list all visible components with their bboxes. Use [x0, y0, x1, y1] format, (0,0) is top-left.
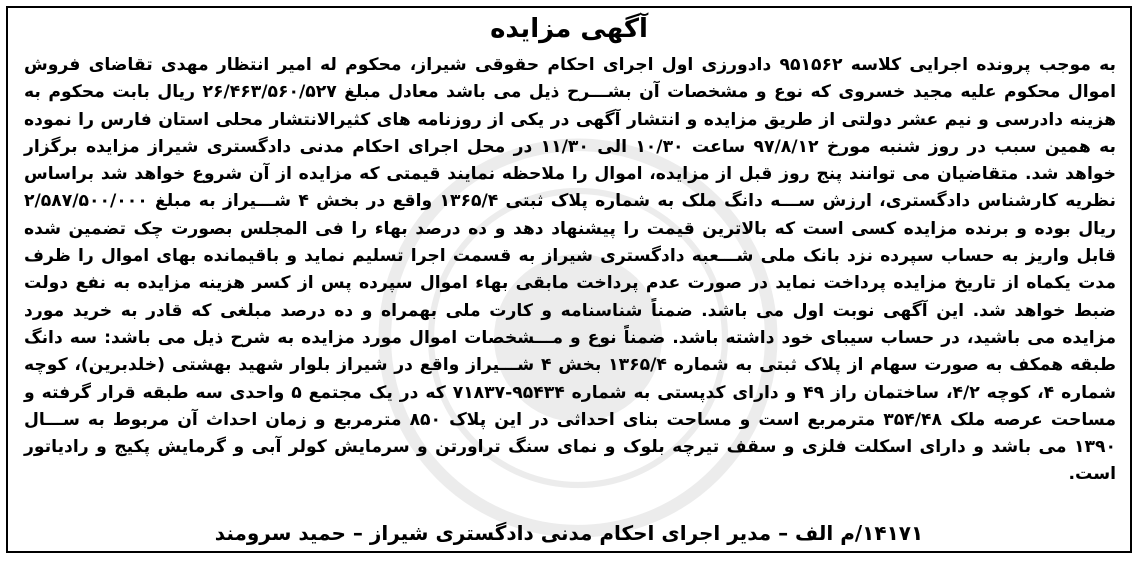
notice-footer: ۱۴۱۷۱/م الف – مدیر اجرای احکام مدنی دادگستری شیراز – حمید سرومند [214, 521, 924, 545]
notice-body: به موجب پرونده اجرایی کلاسه ۹۵۱۵۶۲ دادورزی اول اجرای احکام حقوقی شیراز، محکوم له امیر انتظار مهدی تقاضای فروش اموال محکوم علیه مجید خسروی که نوع و مشخصات آن بشـــرح ذیل می باشد معادل مبلغ ۲۶/۴۶۳/۵۶۰/۵۲۷ ریال بابت محکوم به هزینه دادرسی و نیم عشر دولتی از طریق مزایده و انتشار آگهی در یکی از روزنامه های کثیرالانتشار محلی استان فارس را نموده به همین سبب در روز شنبه مورخ ۹۷/۸/۱۲ ساعت ۱۰/۳۰ الی ۱۱/۳۰ در محل اجرای احکام مدنی دادگستری شیراز مزایده برگزار خواهد شد. متقاضیان می توانند پنج روز قبل از مزایده، اموال را ملاحظه نمایند قیمتی که مزایده از آن شروع خواهد شد براساس نظریه کارشناس دادگستری، ارزش ســـه دانگ ملک به شماره پلاک ثبتی ۱۳۶۵/۴ واقع در بخش ۴ شـــیراز به مبلغ ۲/۵۸۷/۵۰۰/۰۰۰ ریال بوده و برنده مزایده کسی است که بالاترین قیمت را پیشنهاد دهد و ده درصد بهاء را فی المجلس بصورت چک تضمین شده قابل واریز به حساب سپرده نزد بانک ملی شـــعبه دادگستری شیراز به قسمت اجرا تسلیم نماید و باقیمانده بهای اموال را ظرف مدت یکماه از تاریخ مزایده پرداخت نماید در صورت عدم پرداخت مابقی بهاء اموال سپرده پس از کسر هزینه مزایده به نفع دولت ضبط خواهد شد. این آگهی نوبت اول می باشد. ضمناً شناسنامه و کارت ملی بهمراه و ده درصد مبلغی که قادر به خرید مورد مزایده می باشید، در حساب سیبای خود داشته باشد. ضمناً نوع و مـــشخصات اموال مورد مزایده به شرح ذیل می باشد: سه دانگ طبقه همکف به صورت سهام از پلاک ثبتی به شماره ۱۳۶۵/۴ بخش ۴ شـــیراز واقع در شیراز بلوار شهید بهشتی (خلدبرین)، کوچه شماره ۴، کوچه ۴/۲، ساختمان راز ۴۹ و دارای کدپستی به شماره ۹۵۴۳۴-۷۱۸۳۷ که در یک مجتمع ۵ واحدی سه طبقه قرار گرفته و مساحت عرصه ملک ۳۵۴/۴۸ مترمربع است و مساحت بنای احداثی در این پلاک ۸۵۰ مترمربع و زمان احداث آن مربوط به ســـال ۱۳۹۰ می باشد و دارای اسکلت فلزی و سقف تیرچه بلوک و نمای سنگ تراورتن و سرمایش کولر آبی و گرمایش پکیج و رادیاتور است. [24, 55, 1116, 485]
notice-frame [6, 6, 1132, 553]
notice-title: آگهی مزایده [490, 14, 648, 44]
